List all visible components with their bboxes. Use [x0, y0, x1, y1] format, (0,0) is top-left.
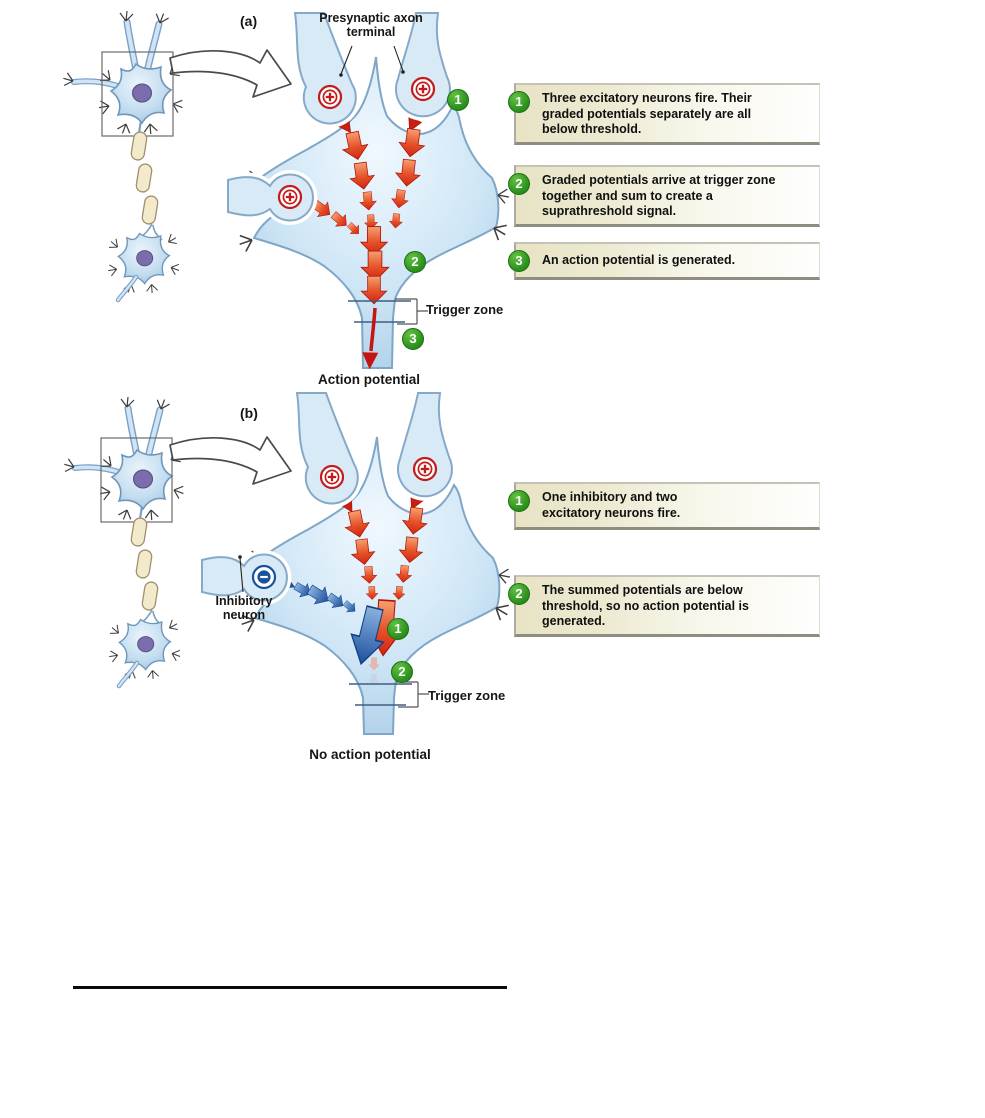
- presynaptic-terminal-label: Presynaptic axon terminal: [319, 11, 423, 40]
- diagram-badge-b1: 1: [387, 618, 409, 640]
- diagram-badge-a2: 2: [404, 251, 426, 273]
- step-number-badge: 1: [508, 91, 530, 113]
- step-text: An action potential is generated.: [542, 253, 736, 267]
- footnote-rule: [73, 986, 507, 989]
- step-text: Three excitatory neurons fire. Their graded potentials separately are all below threshold.: [542, 91, 752, 136]
- trigger-zone-label-b: Trigger zone: [428, 688, 506, 703]
- action-potential-label: Action potential: [318, 372, 420, 387]
- panel-b-artwork: [63, 393, 511, 734]
- trigger-zone-label-a: Trigger zone: [426, 302, 504, 317]
- step-number-badge: 2: [508, 583, 530, 605]
- step-text: Graded potentials arrive at trigger zone together and sum to create a suprathreshold signal.: [542, 173, 776, 218]
- zoom-arrow-b: [170, 437, 291, 484]
- callout-a-step-2: [514, 165, 820, 227]
- zoom-arrow-a: [170, 50, 291, 97]
- side-terminal-a: [228, 174, 313, 220]
- step-number-badge: 2: [508, 173, 530, 195]
- callout-a-step-1: [514, 83, 820, 145]
- panel-a-label: (a): [240, 13, 258, 29]
- diagram-badge-a1: 1: [447, 89, 469, 111]
- step-number-badge: 1: [508, 490, 530, 512]
- diagram-badge-b2: 2: [391, 661, 413, 683]
- step-number-badge: 3: [508, 250, 530, 272]
- callout-a-step-3: [514, 242, 820, 280]
- callout-b-step-1: [514, 482, 820, 530]
- inhibitory-neuron-label: Inhibitory neuron: [215, 594, 273, 623]
- step-text: One inhibitory and two excitatory neurons fire.: [542, 490, 681, 520]
- context-neuron-b: [63, 397, 185, 686]
- diagram-badge-a3: 3: [402, 328, 424, 350]
- no-action-potential-label: No action potential: [309, 747, 431, 762]
- panel-b-label: (b): [240, 405, 258, 421]
- context-neuron-a: [62, 11, 184, 300]
- step-text: The summed potentials are below threshold, so no action potential is generated.: [542, 583, 749, 628]
- callout-b-step-2: [514, 575, 820, 637]
